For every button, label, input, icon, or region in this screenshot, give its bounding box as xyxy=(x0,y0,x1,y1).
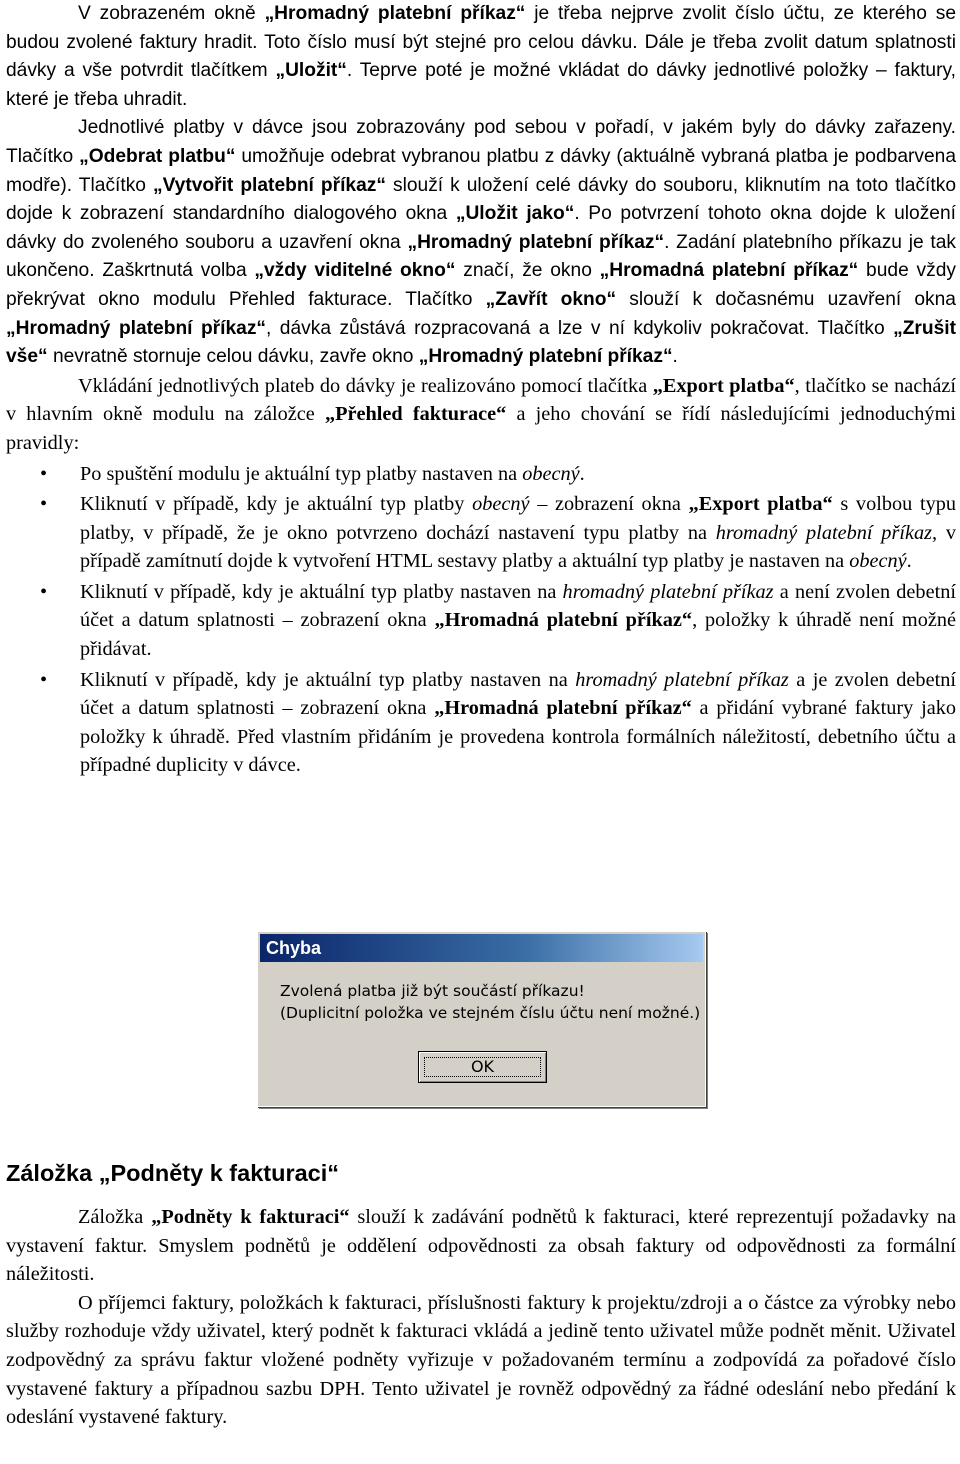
italic-term: hromadný platební příkaz xyxy=(575,668,789,691)
text: . Po potvrzení tohoto okna dojde k uložení dávky do zvoleného souboru a uzavření okna xyxy=(6,203,956,253)
bold-term: „Odebrat platbu“ xyxy=(79,145,236,167)
bold-term: „Zrušit vše“ xyxy=(6,317,956,368)
text: slouží k uložení celé dávky do souboru, kliknutím na toto tlačítko dojde k zobrazení standardního dialogového okna xyxy=(6,174,956,225)
bold-term: „Hromadný platební příkaz“ xyxy=(264,3,526,24)
text: – zobrazení okna xyxy=(529,493,689,516)
list-item xyxy=(6,666,956,780)
paragraph-3 xyxy=(6,372,956,458)
dialog-message-line: Zvolená platba již být součástí příkazu! xyxy=(280,982,585,1000)
text: Jednotlivé platby v dávce jsou zobrazovány pod sebou v pořadí, v jakém byly do dávky zařazeny. Tlačítko xyxy=(6,117,956,167)
bold-term: „Hromadný platební příkaz“ xyxy=(418,346,673,368)
text: Kliknutí v případě, kdy je aktuální typ platby xyxy=(80,493,473,516)
italic-term: hromadný platební příkaz xyxy=(715,521,933,544)
focus-rect xyxy=(424,1057,541,1077)
bullet-icon: • xyxy=(40,668,48,691)
text: . xyxy=(579,462,585,485)
bold-term: „Hromadná platební příkaz“ xyxy=(434,697,692,720)
italic-term: hromadný platební příkaz xyxy=(562,580,774,603)
text: O příjemci faktury, položkách k fakturaci, příslušnosti faktury k projektu/zdroji a o částce za výrobky nebo služby rozhoduje vždy uživatel, který podnět k fakturaci vkládá a jedině tento uživatel může podnět měnit. Uživatel zodpovědný za správu faktur vložené podněty vyřizuje v požadovaném termínu a zodpovídá za pořadové číslo vystavené faktury a případnou sazbu DPH. Tento uživatel je rovněž odpovědný za řádné odeslání nebo předání k odeslání vystavené faktury. xyxy=(6,1291,956,1429)
italic-term: obecný xyxy=(522,462,580,485)
text: a jeho chování se řídí následujícími jednoduchými pravidly: xyxy=(6,403,956,454)
document-body xyxy=(6,0,956,780)
text: , položky k úhradě není možné přidávat. xyxy=(80,609,956,661)
text: . Zadání platebního příkazu je tak ukončeno. Zaškrtnutá volba xyxy=(6,231,957,282)
bold-term: „Hromadný platební příkaz“ xyxy=(407,231,665,253)
bullet-icon: • xyxy=(40,580,48,603)
bold-term: „Podněty k fakturaci“ xyxy=(151,1206,350,1228)
bold-term: „Hromadná platební příkaz“ xyxy=(434,609,693,632)
dialog-title-bar xyxy=(260,934,703,962)
bold-term: „Uložit“ xyxy=(275,60,347,82)
text: Vkládání jednotlivých plateb do dávky je realizováno pomocí tlačítka xyxy=(78,374,653,397)
text: značí, že okno xyxy=(455,260,600,282)
bold-term: „Hromadný platební příkaz“ xyxy=(6,317,267,339)
bullet-icon: • xyxy=(40,493,48,516)
text: . xyxy=(906,550,912,573)
text: Kliknutí v případě, kdy je aktuální typ platby nastaven na xyxy=(80,580,563,603)
text: s volbou typu platby, v případě, že je okno potvrzeno dochází nastavení typu platby na xyxy=(80,493,956,544)
list-item xyxy=(6,578,956,664)
italic-term: obecný xyxy=(472,493,530,516)
text: a je zvolen debetní účet a datum splatnosti – zobrazení okna xyxy=(80,668,956,720)
ok-button-label: OK xyxy=(470,1057,495,1076)
text: Kliknutí v případě, kdy je aktuální typ platby nastaven na xyxy=(80,668,576,691)
dialog-message-line: (Duplicitní položka ve stejném číslu účtu není možné.) xyxy=(280,1004,701,1022)
section-body xyxy=(6,1203,956,1432)
bold-term: „vždy viditelné okno“ xyxy=(254,260,456,282)
bold-term: „Hromadná platební příkaz“ xyxy=(599,260,859,282)
text: bude vždy překrývat okno modulu Přehled fakturace. Tlačítko xyxy=(6,260,956,310)
list-item xyxy=(6,460,956,489)
text: nevratně stornuje celou dávku, zavře okno xyxy=(47,346,419,368)
italic-term: obecný xyxy=(849,550,907,573)
bold-term: „Export platba“ xyxy=(652,374,795,397)
text: umožňuje odebrat vybranou platbu z dávky (aktuálně vybraná platba je podbarvena modře). Tlačítko xyxy=(6,145,956,196)
text: , dávka zůstává rozpracovaná a lze v ní kdykoliv pokračovat. Tlačítko xyxy=(266,317,894,339)
bold-term: „Vytvořit platební příkaz“ xyxy=(152,174,386,196)
text: , v případě zamítnutí dojde k vytvoření HTML sestavy platby a aktuální typ platby je nastaven na xyxy=(80,521,957,573)
bold-term: „Přehled fakturace“ xyxy=(324,403,507,426)
section-heading: Záložka „Podněty k fakturaci“ xyxy=(6,1160,340,1186)
text: Po spuštění modulu je aktuální typ platby nastaven na xyxy=(80,462,523,485)
bold-term: „Export platba“ xyxy=(688,493,833,516)
bold-term: „Uložit jako“ xyxy=(455,203,575,225)
text: V zobrazeném okně xyxy=(78,3,265,24)
text: . Teprve poté je možné vkládat do dávky jednotlivé položky – faktury, které je třeba uhradit. xyxy=(6,60,956,110)
section-paragraph-2 xyxy=(6,1289,956,1432)
text: slouží k dočasnému uzavření okna xyxy=(616,288,956,310)
text: je třeba nejprve zvolit číslo účtu, ze kterého se budou zvolené faktury hradit. Toto číslo musí být stejné pro celou dávku. Dále je třeba zvolit datum splatnosti dávky a vše potvrdit tlačítkem xyxy=(6,3,957,82)
text: slouží k zadávání podnětů k fakturaci, které reprezentují požadavky na vystavení faktur. Smyslem podnětů je oddělení odpovědnosti za obsah faktury od odpovědnosti za formální náležitosti. xyxy=(6,1206,956,1286)
text: . xyxy=(672,346,678,368)
dialog-message xyxy=(280,980,700,1024)
rules-list xyxy=(6,460,956,781)
error-dialog xyxy=(257,931,706,1107)
dialog-title: Chyba xyxy=(266,938,322,958)
paragraph-2 xyxy=(6,114,956,371)
bullet-icon: • xyxy=(40,462,48,485)
section-paragraph-1 xyxy=(6,1203,956,1289)
text: Záložka xyxy=(78,1206,152,1228)
text: a není zvolen debetní účet a datum splatnosti – zobrazení okna xyxy=(80,580,956,632)
list-item xyxy=(6,490,956,576)
text: a přidání vybrané faktury jako položky k úhradě. Před vlastním přidáním je provedena kontrola formálních náležitostí, debetního účtu a případné duplicity v dávce. xyxy=(80,697,956,777)
bold-term: „Zavřít okno“ xyxy=(485,288,617,310)
ok-button[interactable] xyxy=(418,1051,547,1083)
paragraph-1 xyxy=(6,0,956,114)
text: , tlačítko se nachází v hlavním okně modulu na záložce xyxy=(6,374,956,426)
